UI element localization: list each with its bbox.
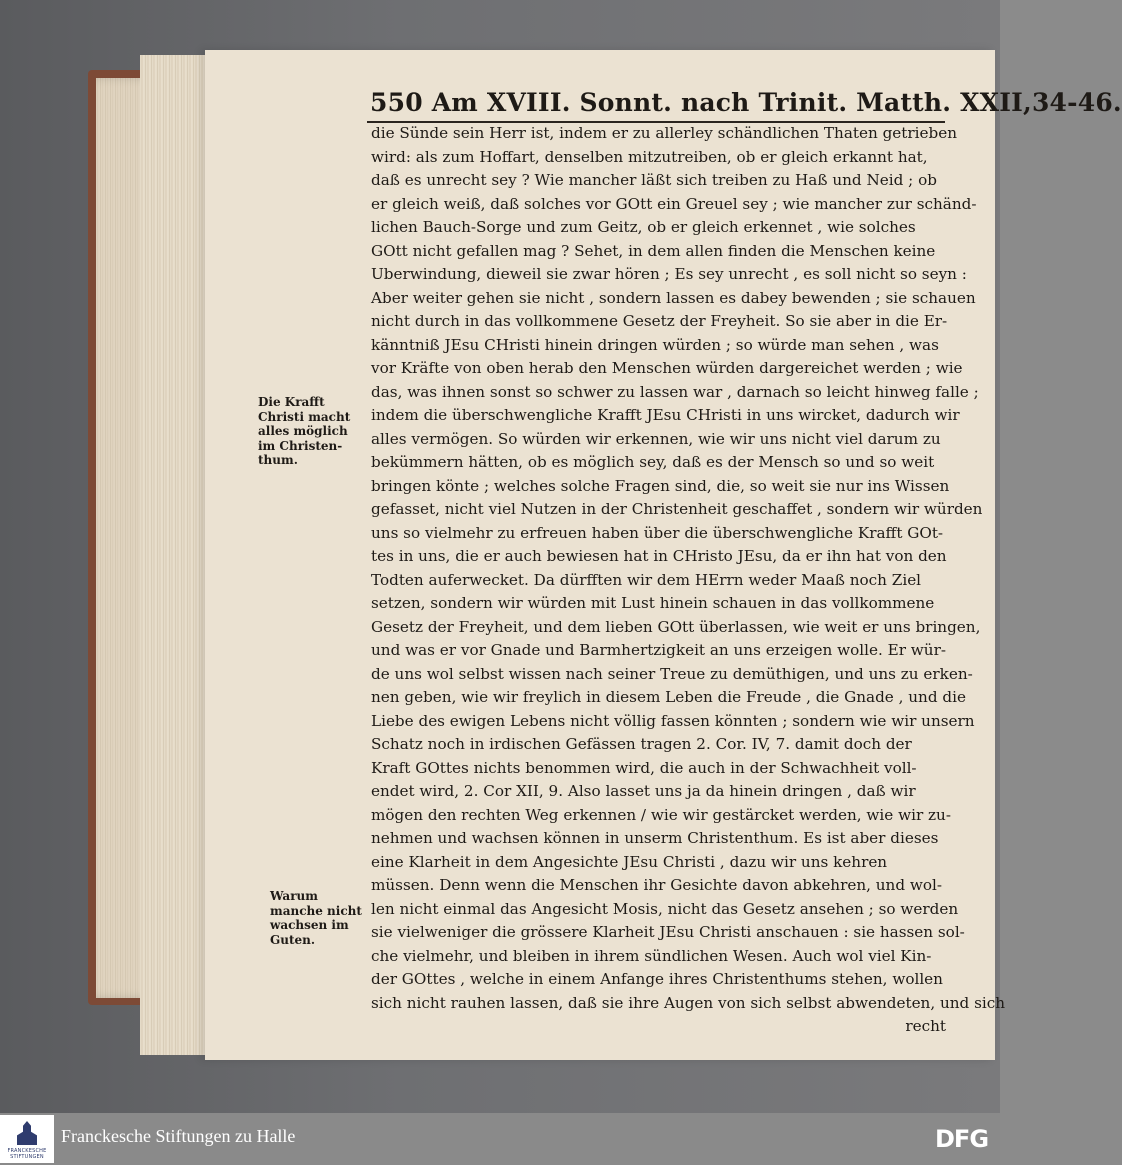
text-line: nehmen und wachsen können in unserm Christenthum. Es ist aber dieses: [371, 829, 939, 847]
text-line: die Sünde sein Herr ist, indem er zu allerley schändlichen Thaten getrieben: [371, 124, 957, 142]
text-line: Gesetz der Freyheit, und dem lieben GOtt überlassen, wie weit er uns bringen,: [371, 617, 981, 636]
margin-note-line: im Christen-: [258, 438, 343, 453]
text-line: endet wird, 2. Cor XII, 9. Also lasset uns ja da hinein dringen , daß wir: [371, 782, 916, 800]
franckesche-logo[interactable]: [0, 1115, 54, 1163]
text-line: alles vermögen. So würden wir erkennen, wie wir uns nicht viel darum zu: [371, 429, 941, 448]
text-line: GOtt nicht gefallen mag ? Sehet, in dem allen finden die Menschen keine: [371, 241, 936, 260]
text-line: sich nicht rauhen lassen, daß sie ihre Augen von sich selbst abwendeten, und sich: [371, 993, 1006, 1012]
text-line: nicht durch in das vollkommene Gesetz der Freyheit. So sie aber in die Er-: [371, 312, 948, 330]
footer-title[interactable]: Franckesche Stiftungen zu Halle: [61, 1126, 296, 1146]
text-line: müssen. Denn wenn die Menschen ihr Gesichte davon abkehren, und wol-: [371, 876, 943, 894]
body-text: [371, 122, 1006, 1039]
text-line: eine Klarheit in dem Angesichte JEsu Christi , dazu wir uns kehren: [371, 852, 888, 871]
text-line: bekümmern hätten, ob es möglich sey, daß es der Mensch so und so weit: [371, 453, 935, 471]
text-line: er gleich weiß, daß solches vor GOtt ein Greuel sey ; wie mancher zur schänd-: [371, 194, 977, 213]
text-line: daß es unrecht sey ? Wie mancher läßt sich treiben zu Haß und Neid ; ob: [371, 171, 937, 189]
margin-note-line: thum.: [258, 453, 298, 467]
text-line: Uberwindung, dieweil sie zwar hören ; Es sey unrecht , es soll nicht so seyn :: [371, 265, 967, 283]
text-line: känntniß JEsu CHristi hinein dringen würden ; so würde man sehen , was: [371, 335, 939, 354]
text-line: de uns wol selbst wissen nach seiner Treue zu demüthigen, und uns zu erken-: [371, 664, 973, 683]
footer-bar: [0, 1113, 1000, 1165]
text-line: wird: als zum Hoffart, denselben mitzutreiben, ob er gleich erkannt hat,: [371, 147, 928, 166]
margin-note-1: [258, 395, 376, 468]
margin-note-line: manche nicht: [270, 903, 362, 918]
margin-note-line: Guten.: [270, 932, 316, 947]
text-line: che vielmehr, und bleiben in ihrem sündlichen Wesen. Auch wol viel Kin-: [371, 946, 932, 965]
text-line: nen geben, wie wir freylich in diesem Leben die Freude , die Gnade , und die: [371, 688, 966, 706]
text-line: das, was ihnen sonst so schwer zu lassen war , darnach so leicht hinweg falle ;: [371, 382, 979, 401]
text-line: mögen den rechten Weg erkennen / wie wir gestärcket werden, wie wir zu-: [371, 805, 951, 824]
text-line: Kraft GOttes nichts benommen wird, die auch in der Schwachheit voll-: [371, 758, 917, 777]
margin-note-line: Christi macht: [258, 409, 351, 424]
text-line: bringen könte ; welches solche Fragen sind, die, so weit sie nur ins Wissen: [371, 476, 950, 495]
text-line: der GOttes , welche in einem Anfange ihres Christenthums stehen, wollen: [371, 970, 943, 988]
text-line: sie vielweniger die grössere Klarheit JEsu Christi anschauen : sie hassen sol-: [371, 923, 965, 941]
margin-note-2: [270, 889, 380, 947]
text-line: und was er vor Gnade und Barmhertzigkeit an uns erzeigen wolle. Er wür-: [371, 641, 946, 659]
margin-note-line: Warum: [270, 889, 318, 903]
text-line: Todten auferwecket. Da dürfften wir dem HErrn weder Maaß noch Ziel: [371, 570, 922, 589]
dfg-logo[interactable]: DFG: [935, 1125, 989, 1153]
text-line: setzen, sondern wir würden mit Lust hinein schauen in das vollkommene: [371, 594, 935, 612]
text-line: tes in uns, die er auch bewiesen hat in CHristo JEsu, da er ihn hat von den: [371, 547, 947, 565]
text-line: Schatz noch in irdischen Gefässen tragen 2. Cor. IV, 7. damit doch der: [371, 735, 912, 753]
text-line: Aber weiter gehen sie nicht , sondern lassen es dabey bewenden ; sie schauen: [371, 288, 976, 307]
text-line: gefasset, nicht viel Nutzen in der Christenheit geschaffet , sondern wir würden: [371, 500, 983, 518]
text-line: vor Kräfte von oben herab den Menschen würden dargereichet werden ; wie: [371, 359, 963, 377]
text-line: indem die überschwengliche Krafft JEsu CHristi in uns wircket, dadurch wir: [371, 406, 960, 424]
margin-note-line: alles möglich: [258, 424, 348, 438]
margin-note-line: Die Krafft: [258, 395, 325, 409]
building-icon: [17, 1121, 37, 1145]
margin-note-line: wachsen im: [270, 918, 349, 932]
logo-text: FRANCKESCHE STIFTUNGEN: [7, 1148, 47, 1160]
text-line: recht: [905, 1017, 946, 1035]
running-header: 550 Am XVIII. Sonnt. nach Trinit. Matth. XXII,34-46.: [370, 88, 1122, 117]
text-line: uns so vielmehr zu erfreuen haben über die überschwengliche Krafft GOt-: [371, 523, 944, 542]
text-line: len nicht einmal das Angesicht Mosis, nicht das Gesetz ansehen ; so werden: [371, 899, 959, 918]
text-line: lichen Bauch-Sorge und zum Geitz, ob er gleich erkennet , wie solches: [371, 218, 916, 236]
text-line: Liebe des ewigen Lebens nicht völlig fassen könnten ; sondern wie wir unsern: [371, 711, 975, 730]
